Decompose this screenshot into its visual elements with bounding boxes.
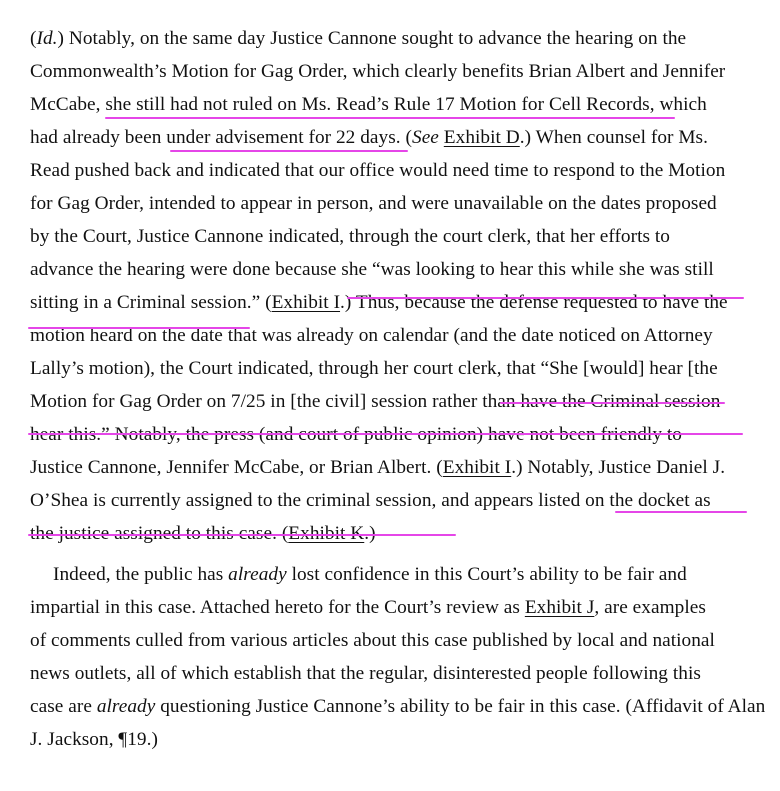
- highlight-mark: [28, 534, 456, 536]
- text-line: motion heard on the date that was already on calendar (and the date noticed on Attorney: [30, 325, 713, 346]
- text-line: Commonwealth’s Motion for Gag Order, which clearly benefits Brian Albert and Jennifer: [30, 61, 726, 82]
- text-line: Motion for Gag Order on 7/25 in [the civil] session rather than have the Criminal session: [30, 391, 721, 412]
- text-line: (Id.) Notably, on the same day Justice Cannone sought to advance the hearing on the: [30, 28, 687, 49]
- text-line: by the Court, Justice Cannone indicated, through the court clerk, that her efforts to: [30, 226, 671, 247]
- text-line: O’Shea is currently assigned to the criminal session, and appears listed on the docket as: [30, 490, 711, 511]
- text-line: case are already questioning Justice Cannone’s ability to be fair in this case. (Affidavit of Alan: [30, 696, 766, 717]
- exhibit-link[interactable]: Exhibit K: [288, 523, 365, 544]
- highlight-mark: [28, 433, 743, 435]
- exhibit-link[interactable]: Exhibit D: [443, 127, 520, 148]
- exhibit-link[interactable]: Exhibit I: [442, 457, 512, 478]
- text-line: Read pushed back and indicated that our office would need time to respond to the Motion: [30, 160, 726, 181]
- highlight-mark: [615, 511, 747, 513]
- text-line: Lally’s motion), the Court indicated, through her court clerk, that “She [would] hear [the: [30, 358, 718, 379]
- text-line: news outlets, all of which establish that the regular, disinterested people following this: [30, 663, 701, 684]
- text-line: had already been under advisement for 22 days. (See Exhibit D.) When counsel for Ms.: [30, 127, 708, 148]
- text-line: the justice assigned to this case. (Exhibit K.): [30, 523, 376, 544]
- text-line: advance the hearing were done because she “was looking to hear this while she was still: [30, 259, 714, 280]
- text-line: Indeed, the public has already lost confidence in this Court’s ability to be fair and: [53, 564, 687, 585]
- highlight-mark: [28, 327, 250, 329]
- highlight-mark: [105, 117, 675, 119]
- highlight-mark: [500, 402, 725, 404]
- exhibit-link[interactable]: Exhibit J: [524, 597, 595, 618]
- text-line: J. Jackson, ¶19.): [30, 729, 158, 750]
- text-line: McCabe, she still had not ruled on Ms. Read’s Rule 17 Motion for Cell Records, which: [30, 94, 707, 115]
- text-line: for Gag Order, intended to appear in person, and were unavailable on the dates proposed: [30, 193, 717, 214]
- text-line: hear this.” Notably, the press (and court of public opinion) have not been friendly to: [30, 424, 682, 445]
- highlight-mark: [347, 297, 744, 299]
- text-line: sitting in a Criminal session.” (Exhibit I.) Thus, because the defense requested to have the: [30, 292, 728, 313]
- highlight-mark: [170, 150, 408, 152]
- text-line: of comments culled from various articles about this case published by local and national: [30, 630, 715, 651]
- text-line: impartial in this case. Attached hereto for the Court’s review as Exhibit J, are examples: [30, 597, 706, 618]
- text-line: Justice Cannone, Jennifer McCabe, or Brian Albert. (Exhibit I.) Notably, Justice Daniel J.: [30, 457, 726, 478]
- exhibit-link[interactable]: Exhibit I: [271, 292, 341, 313]
